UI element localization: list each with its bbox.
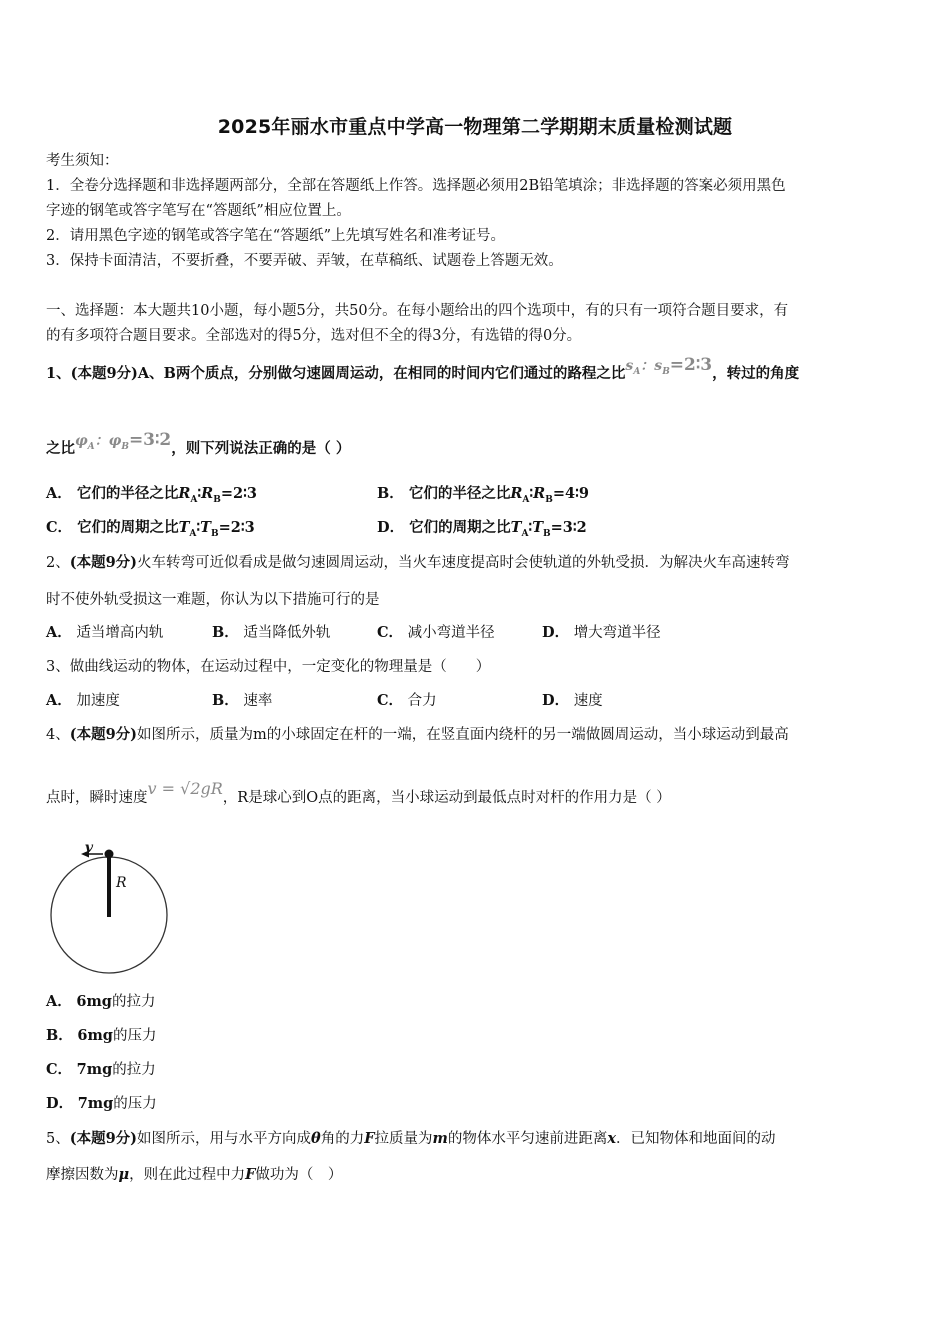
q3-option-d[interactable]: D． 速度 [542, 692, 603, 709]
q4-stem-line1: 4、(本题9分)如图所示，质量为m的小球固定在杆的一端，在竖直面内绕杆的另一端做圆周运动，当小球运动到最高 [46, 726, 789, 743]
section-intro-line1: 一、选择题：本大题共10小题，每小题5分，共50分。在每小题给出的四个选项中，有的只有一项符合题目要求，有 [46, 303, 789, 319]
page-title: 2025年丽水市重点中学高一物理第二学期期末质量检测试题 [217, 116, 733, 138]
q4-option-d[interactable]: D． 7mg的压力 [46, 1095, 157, 1112]
q1-text-d: ，则下列说法正确的是（ ） [171, 440, 351, 457]
q1-tag: (本题9分) [70, 365, 138, 382]
q1-formula-phi: $\varphi_A$：$\varphi_B=3∶2$ [75, 430, 172, 452]
q2-tag: (本题9分) [69, 554, 138, 571]
q1-option-b[interactable]: B． 它们的半径之比$R_A∶R_B=4∶9$ [377, 485, 589, 505]
q1-text-b: ，转过的角度 [712, 365, 800, 382]
q3-option-a[interactable]: A． 加速度 [46, 692, 120, 709]
q1-formula-s: $s_A$：$s_B=2∶3$ [625, 355, 713, 377]
q1-option-a[interactable]: A． 它们的半径之比$R_A∶R_B=2∶3$ [46, 485, 257, 505]
q5-stem-line1: 5、(本题9分)如图所示，用与水平方向成θ角的力F拉质量为m的物体水平匀速前进距离x．已知物体和地面间的动 [46, 1130, 776, 1147]
section-intro-line2: 的有多项符合题目要求。全部选对的得5分，选对但不全的得3分，有选错的得0分。 [46, 328, 582, 344]
q2-stem-line1: 2、(本题9分)火车转弯可近似看成是做匀速圆周运动，当火车速度提高时会使轨道的外轨受损．为解决火车高速转弯 [46, 554, 790, 571]
q1-number: 1、 [46, 365, 71, 382]
notice-item-2: 2．请用黑色字迹的钢笔或答字笔在“答题纸”上先填写姓名和准考证号。 [46, 228, 506, 244]
q4-velocity-formula: v = √2gR [147, 779, 223, 798]
q1-text-c: 之比 [46, 440, 75, 457]
q5-stem-line2: 摩擦因数为μ，则在此过程中力F做功为（ ） [46, 1166, 343, 1183]
q1-option-c[interactable]: C． 它们的周期之比$T_A∶T_B=2∶3$ [46, 519, 255, 539]
q4-v-label: v [85, 840, 94, 856]
q2-stem-line2: 时不使外轨受损这一难题，你认为以下措施可行的是 [46, 592, 380, 608]
notice-heading: 考生须知： [46, 153, 119, 169]
q1-stem-line2 [46, 430, 351, 466]
q5-tag: (本题9分) [69, 1130, 138, 1147]
q4-option-c[interactable]: C． 7mg的拉力 [46, 1061, 156, 1078]
q2-option-c[interactable]: C． 减小弯道半径 [377, 624, 495, 641]
q4-option-b[interactable]: B． 6mg的压力 [46, 1027, 157, 1044]
q4-circle-figure [45, 840, 185, 980]
q3-stem: 3、做曲线运动的物体，在运动过程中，一定变化的物理量是（ ） [46, 659, 491, 675]
q1-text-a: A、B两个质点，分别做匀速圆周运动，在相同的时间内它们通过的路程之比 [137, 365, 626, 382]
notice-item-1-cont: 字迹的钢笔或答字笔写在“答题纸”相应位置上。 [46, 203, 351, 219]
q2-option-d[interactable]: D． 增大弯道半径 [542, 624, 661, 641]
q4-tag: (本题9分) [69, 726, 138, 743]
q4-option-a[interactable]: A． 6mg的拉力 [46, 993, 156, 1010]
q1-stem-line1 [46, 355, 800, 391]
q3-option-c[interactable]: C． 合力 [377, 692, 437, 709]
q2-option-b[interactable]: B． 适当降低外轨 [212, 624, 331, 641]
notice-item-3: 3．保持卡面清洁，不要折叠，不要弄破、弄皱，在草稿纸、试题卷上答题无效。 [46, 253, 563, 269]
notice-item-1: 1．全卷分选择题和非选择题两部分，全部在答题纸上作答。选择题必须用2B铅笔填涂；非选择题的答案必须用黑色 [46, 178, 786, 194]
q4-r-label: R [116, 875, 127, 891]
q4-stem-line2: 点时，瞬时速度v = √2gR，R是球心到O点的距离，当小球运动到最低点时对杆的作用力是（ ） [46, 779, 671, 806]
q1-option-d[interactable]: D． 它们的周期之比$T_A∶T_B=3∶2$ [377, 519, 587, 539]
q2-option-a[interactable]: A． 适当增高内轨 [46, 624, 164, 641]
q4-ball [105, 850, 114, 859]
q3-option-b[interactable]: B． 速率 [212, 692, 273, 709]
